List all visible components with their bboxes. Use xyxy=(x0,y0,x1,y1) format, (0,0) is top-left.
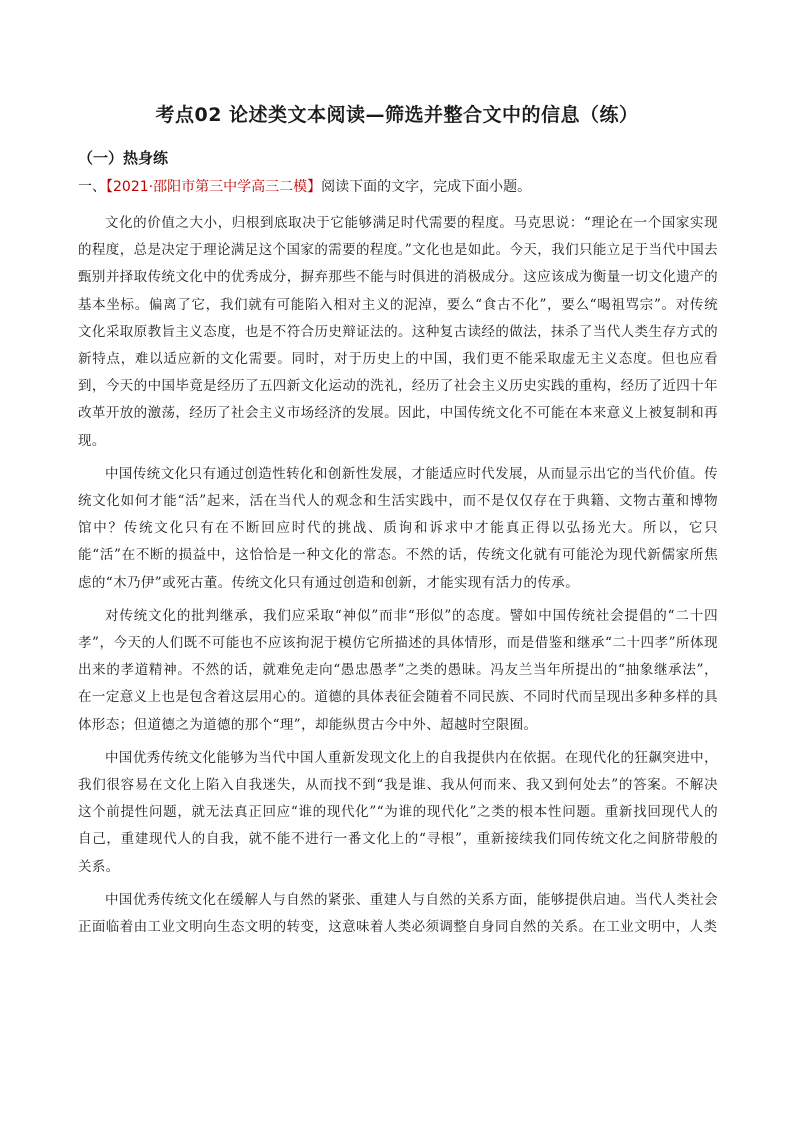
paragraph-2: 中国传统文化只有通过创造性转化和创新性发展，才能适应时代发展，从而显示出它的当代价值。传统文化如何才能“活”起来，活在当代人的观念和生活实践中，而不是仅仅存在于典籍、文物古董和博物馆中？传统文化只有在不断回应时代的挑战、质询和诉求中才能真正得以弘扬光大。所以，它只能“活”在不断的损益中，这恰恰是一种文化的常态。不然的话，传统文化就有可能沦为现代新儒家所焦虑的“木乃伊”或死古董。传统文化只有通过创造和创新，才能实现有活力的传承。 xyxy=(78,465,718,591)
page-title: 考点02 论述类文本阅读—筛选并整合文中的信息（练） xyxy=(155,104,639,126)
article-body xyxy=(78,210,718,947)
paragraph-3: 对传统文化的批判继承，我们应采取“神似”而非“形似”的态度。譬如中国传统社会提倡的“二十四孝”，今天的人们既不可能也不应该拘泥于模仿它所描述的具体情形，而是借鉴和继承“二十四孝”所体现出来的孝道精神。不然的话，就难免走向“愚忠愚孝”之类的愚昧。冯友兰当年所提出的“抽象继承法”，在一定意义上也是包含着这层用心的。道德的具体表征会随着不同民族、不同时代而呈现出多种多样的具体形态；但道德之为道德的那个“理”，却能纵贯古今中外、超越时空限囿。 xyxy=(78,607,718,733)
paragraph-4: 中国优秀传统文化能够为当代中国人重新发现文化上的自我提供内在依据。在现代化的狂飙突进中，我们很容易在文化上陷入自我迷失，从而找不到“我是谁、我从何而来、我又到何处去”的答案。不解决这个前提性问题，就无法真正回应“谁的现代化”“为谁的现代化”之类的根本性问题。重新找回现代人的自己，重建现代人的自我，就不能不进行一番文化上的“寻根”，重新接续我们同传统文化之间脐带般的关系。 xyxy=(78,749,718,875)
question-line xyxy=(78,177,718,197)
question-instruction: 阅读下面的文字，完成下面小题。 xyxy=(321,179,532,195)
paragraph-1: 文化的价值之大小，归根到底取决于它能够满足时代需要的程度。马克思说：“理论在一个国家实现的程度，总是决定于理论满足这个国家的需要的程度。”文化也是如此。今天，我们只能立足于当代中国去甄别并择取传统文化中的优秀成分，摒弃那些不能与时俱进的消极成分。这应该成为衡量一切文化遗产的基本坐标。偏离了它，我们就有可能陷入相对主义的泥淖，要么“食古不化”，要么“喝祖骂宗”。对传统文化采取原教旨主义态度，也是不符合历史辩证法的。这种复古读经的做法，抹杀了当代人类生存方式的新特点，难以适应新的文化需要。同时，对于历史上的中国，我们更不能采取虚无主义态度。但也应看到，今天的中国毕竟是经历了五四新文化运动的洗礼，经历了社会主义历史实践的重构，经历了近四十年改革开放的激荡，经历了社会主义市场经济的发展。因此，中国传统文化不可能在本来意义上被复制和再现。 xyxy=(78,215,718,449)
paragraph-5: 中国优秀传统文化在缓解人与自然的紧张、重建人与自然的关系方面，能够提供启迪。当代人类社会正面临着由工业文明向生态文明的转变，这意味着人类必须调整自身同自然的关系。在工业文明中，人类 xyxy=(78,891,718,936)
section-heading: （一）热身练 xyxy=(78,149,169,167)
question-number: 一、 xyxy=(78,179,106,195)
question-source: 【2021·邵阳市第三中学高三二模】 xyxy=(106,179,322,195)
